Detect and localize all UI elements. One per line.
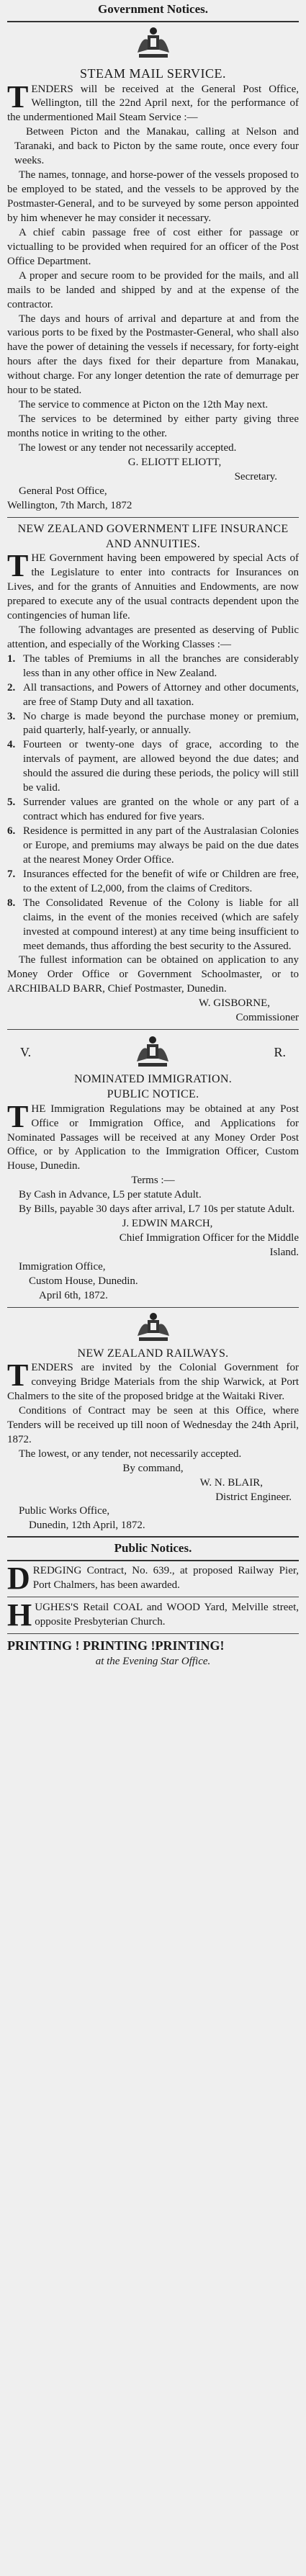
immigration-office: Immigration Office, <box>19 1260 106 1273</box>
railways-notice <box>7 1311 299 1534</box>
insurance-advantage-item <box>7 681 299 710</box>
government-notices-title: Government Notices. <box>98 2 208 16</box>
mail-signer: G. ELIOTT ELIOTT, <box>127 456 222 468</box>
railways-paragraph-2: Conditions of Contract may be seen at this Office, where Tenders will be received up till noon of Wednesday the 24th April, 1872. <box>7 1404 299 1445</box>
railways-signer: W. N. BLAIR, <box>199 1476 263 1489</box>
insurance-intro: HE Government having been empowered by special Acts of the Legislature to enter into contracts for Insurances on Lives, and for the grants of Annuities and Endowments, are now prepared to execute any of the usual contracts dependent upon the contingencies of human life. <box>7 552 299 621</box>
vr-crest-row <box>20 1034 286 1072</box>
title-rule <box>7 21 299 22</box>
insurance-advantage-text: Insurances effected for the benefit of wife or Children are free, to the extent of L2,000, from the claims of Creditors. <box>23 868 299 894</box>
divider <box>7 1633 299 1634</box>
hughes-text: UGHES'S Retail COAL and WOOD Yard, Melville street, opposite Presbyterian Church. <box>35 1601 299 1628</box>
divider <box>7 1536 299 1538</box>
dredging-notice <box>7 1560 299 1596</box>
insurance-advantage-item <box>7 897 299 954</box>
mail-service-notice <box>7 25 299 513</box>
railways-drop-letter: T <box>7 1357 29 1394</box>
insurance-advantage-number: 8. <box>7 897 16 909</box>
dredging-drop-letter: D <box>7 1560 30 1596</box>
mail-paragraph-4: A proper and secure room to be provided for the mails, and all mails to be landed and shipped by and at the expense of the contractor. <box>7 269 299 310</box>
insurance-advantage-number: 4. <box>7 739 16 751</box>
immigration-signer-title: Chief Immigration Officer for the Middle Island. <box>119 1232 299 1259</box>
mail-paragraph-8: The lowest or any tender not necessarily accepted. <box>19 441 237 454</box>
immigration-notice <box>7 1034 299 1303</box>
immigration-terms-label: Terms :— <box>131 1175 175 1187</box>
mail-date: Wellington, 7th March, 1872 <box>7 499 132 511</box>
mail-paragraph-5: The days and hours of arrival and departure at and from the various ports to be fixed by the Postmaster-General, who shall also have the power of detaining the vessels if necessary, for forty-eight hours after the days fixed for their departure from Manakau, without charge. For any longer detention the rate of demurrage per hour to be stated. <box>7 313 299 397</box>
insurance-advantage-text: The tables of Premiums in all the branches are considerably less than in any other office in New Zealand. <box>23 652 299 679</box>
railways-paragraph-3: The lowest, or any tender, not necessarily accepted. <box>19 1448 242 1460</box>
royal-coat-of-arms-icon <box>132 1311 175 1345</box>
insurance-advantage-item <box>7 796 299 825</box>
insurance-advantage-number: 6. <box>7 825 16 838</box>
insurance-notice <box>7 521 299 1026</box>
printing-line-2: at the Evening Star Office. <box>95 1655 211 1667</box>
r-letter: R. <box>274 1045 286 1060</box>
railways-by-command: By command, <box>122 1462 184 1474</box>
insurance-advantage-item <box>7 868 299 897</box>
mail-drop-letter: T <box>7 78 29 115</box>
insurance-advantage-number: 1. <box>7 652 16 665</box>
railways-signer-title: District Engineer. <box>215 1491 292 1503</box>
insurance-advantage-text: Fourteen or twenty-one days of grace, according to the intervals of payment, are allowed beyond the due dates; and should the assured die during these periods, the policy will still be valid. <box>23 739 299 794</box>
railways-heading: NEW ZEALAND RAILWAYS. <box>77 1347 229 1360</box>
divider <box>7 1029 299 1030</box>
immigration-date: April 6th, 1872. <box>39 1289 108 1301</box>
insurance-advantage-item <box>7 652 299 681</box>
dredging-text: REDGING Contract, No. 639., at proposed Railway Pier, Port Chalmers, has been awarded. <box>32 1564 299 1591</box>
immigration-paragraph-1: HE Immigration Regulations may be obtained at any Post Office or Immigration Office, and Applications for Nominated Passages will be received at any Money Order Post Office, or by Application to the Immigration Officer, Custom House, Dunedin. <box>7 1103 299 1172</box>
railways-office: Public Works Office, <box>19 1505 110 1517</box>
immigration-heading: NOMINATED IMMIGRATION. <box>73 1073 233 1086</box>
insurance-advantage-text: Surrender values are granted on the whole or any part of a contract which has endured for five years. <box>23 796 299 823</box>
divider <box>7 1307 299 1308</box>
mail-office: General Post Office, <box>19 485 107 497</box>
insurance-closing: The fullest information can be obtained on application to any Money Order Office or Government Schoolmaster, or to ARCHIBALD BARR, Chief Postmaster, Dunedin. <box>7 954 299 995</box>
insurance-signer: W. GISBORNE, <box>198 997 270 1010</box>
insurance-advantages-list <box>7 652 299 954</box>
railways-paragraph-1: ENDERS are invited by the Colonial Government for conveying Bridge Materials from the ship Warwick, at Port Chalmers to the site of the proposed bridge at the Waitaki River. <box>7 1362 299 1402</box>
insurance-advantage-item <box>7 738 299 796</box>
insurance-advantage-number: 5. <box>7 796 16 809</box>
insurance-advantage-item <box>7 825 299 868</box>
insurance-advantage-number: 3. <box>7 710 16 722</box>
hughes-drop-letter: H <box>7 1597 32 1633</box>
printing-notice <box>7 1638 299 1669</box>
divider <box>7 1560 299 1561</box>
mail-signer-title: Secretary. <box>234 470 277 483</box>
railways-date: Dunedin, 12th April, 1872. <box>29 1520 145 1532</box>
mail-paragraph-1: ENDERS will be received at the General Post Office, Wellington, till the 22nd April next, for the performance of the undermentioned Mail Steam Service :— <box>7 83 299 124</box>
insurance-advantage-text: No charge is made beyond the purchase money or premium, paid quarterly, half-yearly, or annually. <box>23 710 299 737</box>
royal-coat-of-arms-icon <box>131 1034 174 1072</box>
insurance-lead: The following advantages are presented as deserving of Public attention, and especially of the Working Classes :— <box>7 624 299 650</box>
insurance-advantage-number: 7. <box>7 868 16 880</box>
insurance-signer-title: Commissioner <box>235 1012 299 1024</box>
immigration-terms-2: By Bills, payable 30 days after arrival, L7 10s per statute Adult. <box>19 1203 295 1216</box>
divider <box>7 517 299 518</box>
mail-paragraph-3: A chief cabin passage free of cost either for passage or victualling to be provided when required for an officer of the Post Office Department. <box>7 226 299 267</box>
immigration-terms-1: By Cash in Advance, L5 per statute Adult. <box>19 1189 202 1201</box>
printing-line-1: PRINTING ! PRINTING !PRINTING! <box>7 1638 225 1653</box>
insurance-drop-letter: T <box>7 548 29 584</box>
insurance-advantage-text: The Consolidated Revenue of the Colony is liable for all claims, in the event of the monies received (which are safely invested at compound interest) at any time being insufficient to meet demands, thus affording the best security to the Assured. <box>23 897 299 952</box>
immigration-signer: J. EDWIN MARCH, <box>122 1218 213 1230</box>
public-notices-title: Public Notices. <box>114 1541 192 1556</box>
insurance-advantage-text: All transactions, and Powers of Attorney and other documents, are free of Stamp Duty and all taxation. <box>23 681 299 708</box>
mail-paragraph-6: The service to commence at Picton on the 12th May next. <box>19 399 269 411</box>
insurance-heading: NEW ZEALAND GOVERNMENT LIFE INSURANCE AND ANNUITIES. <box>17 522 289 550</box>
insurance-advantage-text: Residence is permitted in any part of the Australasian Colonies or Europe, and premiums may always be paid on the due dates at the nearest Money Order Office. <box>23 825 299 866</box>
mail-paragraph-2: The names, tonnage, and horse-power of the vessels proposed to be employed to be stated, and the vessels to be approved by the Postmaster-General, and to be surveyed by some person appointed by him whenever he may consider it necessary. <box>7 169 299 224</box>
mail-route: Between Picton and the Manakau, calling at Nelson and Taranaki, and back to Picton by the same route, once every four weeks. <box>14 126 299 167</box>
insurance-advantage-item <box>7 710 299 739</box>
v-letter: V. <box>20 1045 32 1060</box>
immigration-address: Custom House, Dunedin. <box>29 1275 138 1287</box>
immigration-subheading: PUBLIC NOTICE. <box>107 1088 199 1101</box>
royal-coat-of-arms-icon <box>132 25 175 64</box>
mail-paragraph-7: The services to be determined by either party giving three months notice in writing to the other. <box>7 413 299 440</box>
hughes-notice <box>7 1597 299 1633</box>
immigration-drop-letter: T <box>7 1098 29 1134</box>
mail-heading: STEAM MAIL SERVICE. <box>80 66 226 81</box>
insurance-advantage-number: 2. <box>7 681 16 694</box>
